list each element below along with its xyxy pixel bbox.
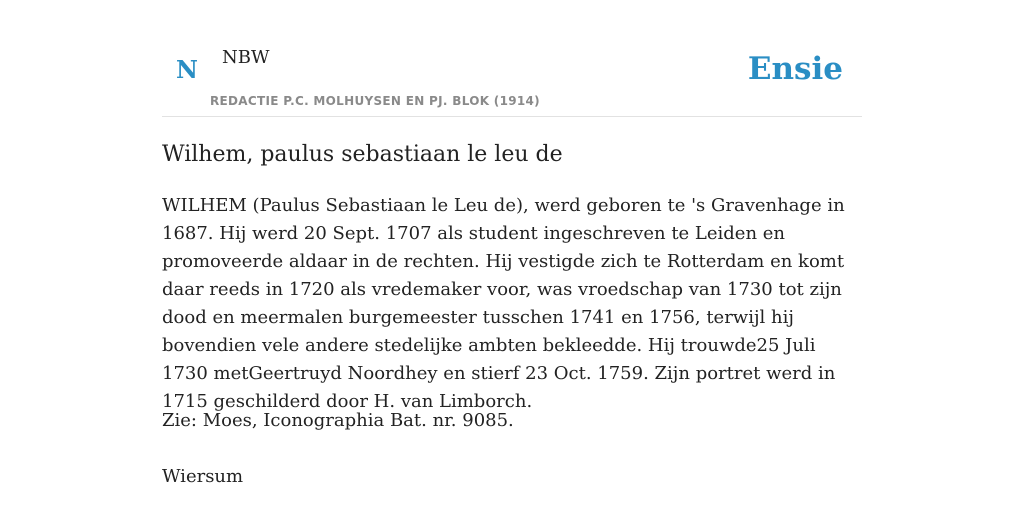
page-title: Wilhem, paulus sebastiaan le leu de (162, 142, 563, 167)
source-name[interactable]: NBW (222, 47, 270, 68)
article-author: Wiersum (162, 466, 244, 487)
article-reference: Zie: Moes, Iconographia Bat. nr. 9085. (162, 410, 514, 431)
brand-logo-link[interactable]: Ensie (747, 51, 843, 87)
article-body: WILHEM (Paulus Sebastiaan le Leu de), werd geboren te 's Gravenhage in 1687. Hij werd 20 Sept. 1707 als student ingeschreven te Leiden en promoveerde aldaar in de rechten. Hij vestigde zich te Rotterdam en komt daar reeds in 1720 als vredemaker voor, was vroedschap van 1730 tot zijn dood en meermalen burgemeester tusschen 1741 en 1756, terwijl hij bovendien vele andere stedelijke ambten bekleedde. Hij trouwde25 Juli 1730 metGeertruyd Noordhey en stierf 23 Oct. 1759. Zijn portret werd in 1715 geschilderd door H. van Limborch. (162, 195, 845, 412)
source-subtitle: REDACTIE P.C. MOLHUYSEN EN PJ. BLOK (1914) (210, 94, 540, 108)
header (162, 0, 862, 117)
source-logo-icon[interactable]: N (176, 55, 198, 84)
